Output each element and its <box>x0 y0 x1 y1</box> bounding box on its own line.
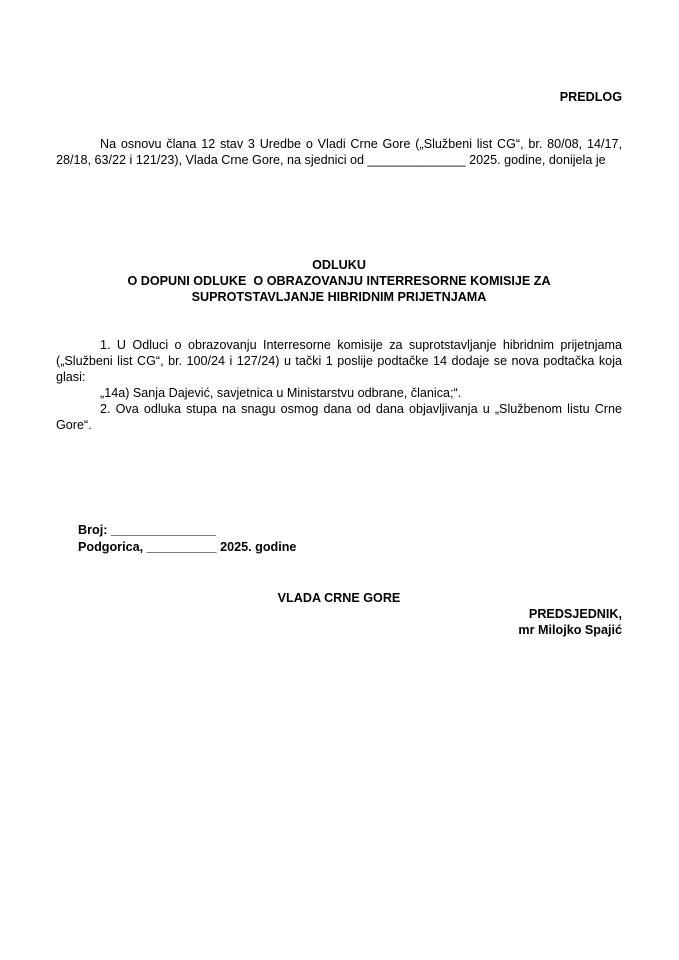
article-1: 1. U Odluci o obrazovanju Interresorne komisije za suprotstavljanje hibridnim prijetnjama („Službeni list CG“, br. 100/24 i 127/24) u tački 1 poslije podtačke 14 dodaje se nova podtačka koja glasi: <box>56 338 622 384</box>
president-title: PREDSJEDNIK, <box>528 607 622 621</box>
decision-title <box>56 257 622 305</box>
document-number: Broj: _______________ <box>78 523 216 537</box>
decision-title-line-3: SUPROTSTAVLJANJE HIBRIDNIM PRIJETNJAMA <box>191 290 487 304</box>
government-name: VLADA CRNE GORE <box>277 591 401 605</box>
article-2: 2. Ova odluka stupa na snagu osmog dana od dana objavljivanja u „Službenom listu Crne Gore“. <box>56 402 622 432</box>
decision-title-line-1: ODLUKU <box>312 258 366 272</box>
preamble-text: Na osnovu člana 12 stav 3 Uredbe o Vladi Crne Gore („Službeni list CG“, br. 80/08, 14/17, 28/18, 63/22 i 121/23), Vlada Crne Gore, na sjednici od ______________ 2025. godine, donijela je <box>56 137 622 167</box>
decision-body <box>56 337 622 433</box>
document-status-label: PREDLOG <box>559 90 622 104</box>
decision-title-line-2: O DOPUNI ODLUKE O OBRAZOVANJU INTERRESORNE KOMISIJE ZA <box>127 274 551 288</box>
president-name: mr Milojko Spajić <box>518 623 622 637</box>
signature-block <box>518 606 622 638</box>
place-and-date: Podgorica, __________ 2025. godine <box>78 540 297 554</box>
preamble <box>56 136 622 168</box>
article-1-quote: „14a) Sanja Dajević, savjetnica u Ministarstvu odbrane, članica;“. <box>100 386 462 400</box>
